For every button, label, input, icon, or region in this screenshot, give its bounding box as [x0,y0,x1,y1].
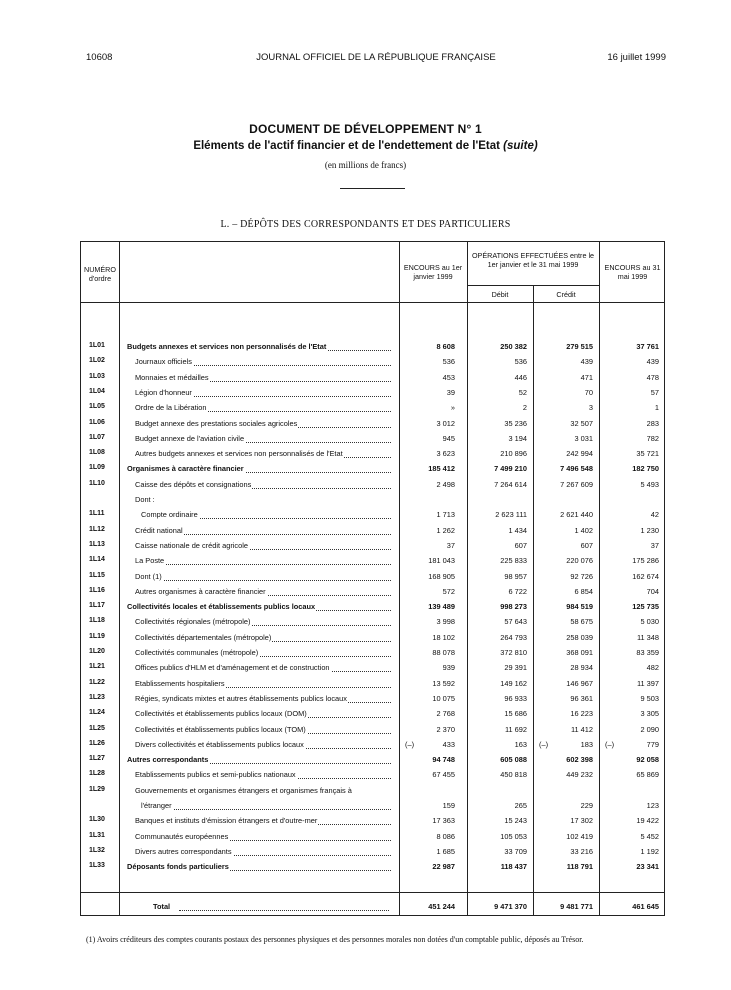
table-row [81,587,666,600]
table-row [81,740,666,753]
total-debit: 9 471 370 [494,902,527,911]
cell-debit: 1 434 [508,525,527,535]
row-code: 1L24 [89,709,105,717]
title-rule [340,188,405,189]
row-label: Offices publics d'HLM et d'aménagement et de construction [135,663,330,673]
cell-encours-debut: 18 102 [432,632,455,642]
table-row [81,786,666,799]
table-row [81,373,666,386]
cell-debit: 15 686 [504,709,527,719]
row-code: 1L06 [89,418,105,426]
row-code: 1L22 [89,678,105,686]
header-credit: Crédit [556,290,576,299]
row-label: Organismes à caractère financier [127,464,244,474]
cell-debit: 225 833 [500,556,527,566]
section-heading: L. – DÉPÔTS DES CORRESPONDANTS ET DES PARTICULIERS [220,219,511,230]
row-code: 1L07 [89,433,105,441]
row-code: 1L33 [89,862,105,870]
table-row [81,694,666,707]
cell-encours-debut: 8 086 [436,831,455,841]
table-row [81,770,666,783]
footnote: (1) Avoirs créditeurs des comptes courants postaux des personnes physiques et des personnes morales non dotées d'un comptable public, déposés au Trésor. [86,935,584,944]
cell-debit: 96 933 [504,693,527,703]
cell-encours-fin: 782 [646,433,659,443]
row-label: Caisse des dépôts et consignations [135,479,252,489]
cell-credit: 33 216 [570,846,593,856]
cell-encours-debut: 3 623 [436,449,455,459]
cell-credit: 2 621 440 [560,510,593,520]
table-row [81,847,666,860]
cell-credit: 3 031 [574,433,593,443]
header-operations: OPÉRATIONS EFFECTUÉES entre le 1er janvier et le 31 mai 1999 [471,251,595,269]
page-number: 10608 [86,52,113,63]
table-row [81,556,666,569]
cell-credit: 183 [580,739,593,749]
cell-debit: 29 391 [504,663,527,673]
cell-encours-fin: 125 735 [632,602,659,612]
row-label: Compte ordinaire [141,510,198,520]
cell-encours-fin: 37 761 [636,342,659,351]
table-row [81,510,666,523]
cell-encours-debut: 2 498 [436,479,455,489]
cell-encours-fin: 182 750 [632,464,659,474]
cell-debit: 998 273 [500,602,527,612]
cell-encours-fin: 1 [654,403,659,413]
table-row [81,480,666,493]
row-label: Autres correspondants [127,755,209,765]
cell-credit: 229 [580,801,593,810]
row-label: Budgets annexes et services non personnalisés de l'Etat [127,342,327,351]
row-label: Collectivités départementales (métropole) [135,632,272,642]
table-row [81,342,666,355]
cell-debit: 118 437 [500,862,527,872]
row-label: Régies, syndicats mixtes et autres établissements publics locaux [135,693,347,703]
cell-encours-fin: 83 359 [636,648,659,657]
cell-debit: 2 623 111 [495,510,527,520]
cell-credit: 258 039 [566,632,593,642]
total-row [81,902,666,915]
row-label: Dont (1) [135,571,162,581]
cell-credit: 17 302 [570,816,593,826]
cell-encours-fin: 37 [650,540,659,550]
cell-encours-debut: 2 370 [436,724,455,734]
cell-encours-debut: 13 592 [432,678,455,688]
cell-debit: 7 499 210 [494,464,527,474]
cell-credit: 607 [580,540,593,550]
cell-encours-fin: 92 058 [636,755,659,765]
cell-encours-fin: 42 [650,510,659,520]
negative-marker: (–) [405,739,415,749]
cell-encours-debut: 10 075 [432,693,455,703]
cell-debit: 163 [514,739,527,749]
cell-encours-debut: 159 [442,801,455,810]
cell-encours-fin: 5 493 [640,479,659,489]
cell-credit: 279 515 [566,342,593,351]
table-row [81,419,666,432]
row-label: Déposants fonds particuliers [127,862,229,872]
cell-encours-fin: 478 [646,372,659,382]
unit-note: (en millions de francs) [324,160,407,170]
cell-encours-fin: 704 [646,586,659,596]
row-code: 1L20 [89,648,105,655]
cell-debit: 15 243 [504,816,527,826]
cell-encours-debut: 185 412 [428,464,455,474]
row-label: Caisse nationale de crédit agricole [135,540,248,550]
row-label: Collectivités et établissements publics locaux (TOM) [135,724,306,734]
cell-encours-debut: 181 043 [428,556,455,566]
cell-debit: 35 236 [504,418,527,428]
row-label: Autres budgets annexes et services non personnalisés de l'Etat [135,449,343,459]
row-code: 1L04 [89,387,105,395]
cell-credit: 3 [588,403,593,413]
cell-encours-debut: 22 987 [432,862,455,872]
cell-debit: 536 [514,357,527,367]
row-code: 1L26 [89,739,105,747]
cell-encours-debut: 1 713 [436,510,455,520]
row-code: 1L16 [89,586,105,594]
cell-credit: 602 398 [566,755,593,765]
cell-encours-fin: 1 230 [640,525,659,535]
row-label: Collectivités communales (métropole) [135,648,259,657]
cell-encours-fin: 5 452 [640,831,659,841]
cell-debit: 105 053 [500,831,527,841]
row-label: l'étranger [141,801,172,810]
table-row [81,832,666,845]
document-title: DOCUMENT DE DÉVELOPPEMENT N° 1 [249,122,482,136]
row-code: 1L05 [89,403,105,411]
header-encours-debut: ENCOURS au 1er janvier 1999 [403,263,463,281]
cell-credit: 6 854 [574,586,593,596]
header-subrule [467,285,599,286]
row-label: Collectivités locales et établissements publics locaux [127,602,316,612]
cell-encours-debut: 1 685 [436,846,455,856]
cell-credit: 28 934 [570,663,593,673]
cell-encours-debut: 37 [446,540,455,550]
cell-debit: 6 722 [508,586,527,596]
table-row [81,617,666,630]
journal-title: JOURNAL OFFICIEL DE LA RÉPUBLIQUE FRANÇAISE [256,52,496,63]
row-code: 1L02 [89,357,105,365]
cell-debit: 33 709 [504,846,527,856]
table-row [81,816,666,829]
cell-credit: 146 967 [566,678,593,688]
table-row [81,357,666,370]
cell-encours-fin: 2 090 [640,724,659,734]
total-encours-fin: 461 645 [632,902,659,911]
row-label: La Poste [135,556,165,566]
cell-credit: 368 091 [566,648,593,657]
cell-credit: 471 [580,372,593,382]
table-row [81,403,666,416]
table-row [81,434,666,447]
cell-debit: 7 264 614 [494,479,527,489]
cell-credit: 32 507 [570,418,593,428]
issue-date: 16 juillet 1999 [607,52,666,63]
table-row [81,755,666,768]
cell-debit: 265 [514,801,527,810]
row-code: 1L03 [89,372,105,380]
cell-debit: 52 [518,387,527,397]
cell-credit: 11 412 [570,724,593,734]
cell-credit: 96 361 [570,693,593,703]
cell-encours-fin: 779 [646,739,659,749]
cell-encours-debut: 168 905 [428,571,455,581]
cell-encours-debut: 94 748 [432,755,455,765]
cell-encours-debut: 67 455 [432,770,455,780]
row-code: 1L14 [89,556,105,564]
table-row [81,526,666,539]
row-code: 1L01 [89,342,105,349]
cell-debit: 607 [514,540,527,550]
row-label: Gouvernements et organismes étrangers et organismes français à [135,785,352,795]
cell-encours-debut: 939 [442,663,455,673]
cell-debit: 149 162 [500,678,527,688]
cell-encours-debut: 39 [446,387,455,397]
row-label: Divers autres correspondants [135,846,232,856]
row-code: 1L23 [89,693,105,701]
table-row [81,725,666,738]
cell-credit: 7 267 609 [560,479,593,489]
cell-encours-fin: 482 [646,663,659,673]
cell-debit: 446 [514,372,527,382]
total-rule [81,892,664,893]
table-row [81,663,666,676]
row-code: 1L09 [89,464,105,472]
cell-encours-debut: 139 489 [428,602,455,612]
row-code: 1L15 [89,571,105,579]
row-label: Collectivités et établissements publics locaux (DOM) [135,709,307,719]
negative-marker: (–) [605,739,615,749]
cell-encours-fin: 283 [646,418,659,428]
row-label: Crédit national [135,525,183,535]
table-row [81,572,666,585]
row-label: Ordre de la Libération [135,403,207,413]
cell-credit: 118 791 [566,862,593,872]
cell-encours-debut: 433 [442,739,455,749]
cell-encours-debut: 17 363 [432,816,455,826]
cell-debit: 264 793 [500,632,527,642]
cell-encours-fin: 162 674 [632,571,659,581]
cell-encours-debut: 8 608 [436,342,455,351]
cell-encours-fin: 123 [646,801,659,810]
row-code: 1L08 [89,449,105,457]
running-header [86,52,666,66]
cell-encours-fin: 23 341 [636,862,659,872]
row-code: 1L18 [89,617,105,625]
cell-debit: 98 957 [504,571,527,581]
row-label: Communautés européennes [135,831,229,841]
row-label: Légion d'honneur [135,387,192,397]
total-label: Total [153,902,171,911]
cell-encours-fin: 439 [646,357,659,367]
cell-encours-fin: 57 [650,387,659,397]
row-code: 1L31 [89,831,105,839]
cell-encours-debut: 3 998 [436,617,455,627]
cell-credit: 1 402 [574,525,593,535]
row-label: Divers collectivités et établissements publics locaux [135,739,304,749]
table-row [81,679,666,692]
cell-debit: 3 194 [508,433,527,443]
cell-encours-debut: 2 768 [436,709,455,719]
header-numero: NUMÉRO d'ordre [84,265,116,283]
cell-debit: 2 [522,403,527,413]
subtitle-suffix: (suite) [503,140,538,152]
row-code: 1L19 [89,632,105,640]
cell-encours-fin: 9 503 [640,693,659,703]
row-code: 1L17 [89,602,105,610]
cell-credit: 242 994 [566,449,593,459]
table-row [81,388,666,401]
row-code: 1L25 [89,724,105,732]
cell-credit: 984 519 [566,602,593,612]
row-label: Monnaies et médailles [135,372,209,382]
row-code: 1L32 [89,846,105,854]
cell-encours-fin: 11 397 [636,678,659,688]
row-label: Banques et instituts d'émission étrangers et d'outre-mer [135,816,318,826]
table-row [81,862,666,875]
row-code: 1L11 [89,510,105,518]
row-code: 1L27 [89,755,105,763]
row-code: 1L21 [89,663,105,671]
cell-credit: 7 496 548 [560,464,593,474]
cell-encours-debut: 453 [442,372,455,382]
cell-encours-fin: 65 869 [636,770,659,780]
cell-encours-debut: 88 078 [432,648,455,657]
cell-encours-fin: 11 348 [636,632,659,642]
cell-debit: 450 818 [500,770,527,780]
table-row [81,633,666,646]
row-label: Autres organismes à caractère financier [135,586,266,596]
row-code: 1L13 [89,540,105,548]
cell-credit: 220 076 [566,556,593,566]
cell-encours-debut: 3 012 [436,418,455,428]
row-code: 1L12 [89,525,105,533]
cell-debit: 605 088 [500,755,527,765]
cell-encours-fin: 3 305 [640,709,659,719]
cell-encours-fin: 19 422 [636,816,659,826]
header-encours-fin: ENCOURS au 31 mai 1999 [604,263,661,281]
total-encours-debut: 451 244 [428,902,455,911]
cell-debit: 11 692 [504,724,527,734]
table-row [81,495,666,508]
table-row [81,464,666,477]
cell-credit: 70 [584,387,593,397]
table-row [81,648,666,661]
table-row [81,449,666,462]
row-code: 1L30 [89,816,105,824]
table-row [81,801,666,814]
row-code: 1L10 [89,479,105,487]
header-rule [81,302,664,303]
row-label: Budget annexe des prestations sociales agricoles [135,418,298,428]
cell-encours-debut: » [450,403,455,413]
cell-debit: 372 810 [500,648,527,657]
cell-encours-fin: 5 030 [640,617,659,627]
subtitle-text: Eléments de l'actif financier et de l'endettement de l'Etat [193,140,500,152]
cell-debit: 210 896 [500,449,527,459]
row-label: Budget annexe de l'aviation civile [135,433,245,443]
deposits-table [80,241,665,916]
cell-debit: 250 382 [500,342,527,351]
cell-credit: 92 726 [570,571,593,581]
table-row [81,709,666,722]
cell-credit: 102 419 [566,831,593,841]
cell-credit: 439 [580,357,593,367]
document-subtitle [0,140,731,152]
cell-encours-debut: 572 [442,586,455,596]
cell-encours-debut: 1 262 [436,525,455,535]
row-label: Dont : [135,495,155,504]
row-code: 1L28 [89,770,105,778]
header-debit: Débit [491,290,509,299]
row-label: Collectivités régionales (métropole) [135,617,251,627]
cell-credit: 449 232 [566,770,593,780]
row-code: 1L29 [89,785,105,793]
negative-marker: (–) [539,739,549,749]
table-row [81,602,666,615]
cell-debit: 57 643 [504,617,527,627]
cell-encours-debut: 945 [442,433,455,443]
cell-encours-fin: 1 192 [640,846,659,856]
total-credit: 9 481 771 [560,902,593,911]
cell-encours-fin: 175 286 [632,556,659,566]
cell-credit: 58 675 [570,617,593,627]
row-label: Journaux officiels [135,357,192,367]
row-label: Etablissements publics et semi-publics nationaux [135,770,296,780]
cell-encours-fin: 35 721 [636,449,659,459]
table-row [81,541,666,554]
cell-encours-debut: 536 [442,357,455,367]
row-label: Etablissements hospitaliers [135,678,225,688]
cell-credit: 16 223 [570,709,593,719]
